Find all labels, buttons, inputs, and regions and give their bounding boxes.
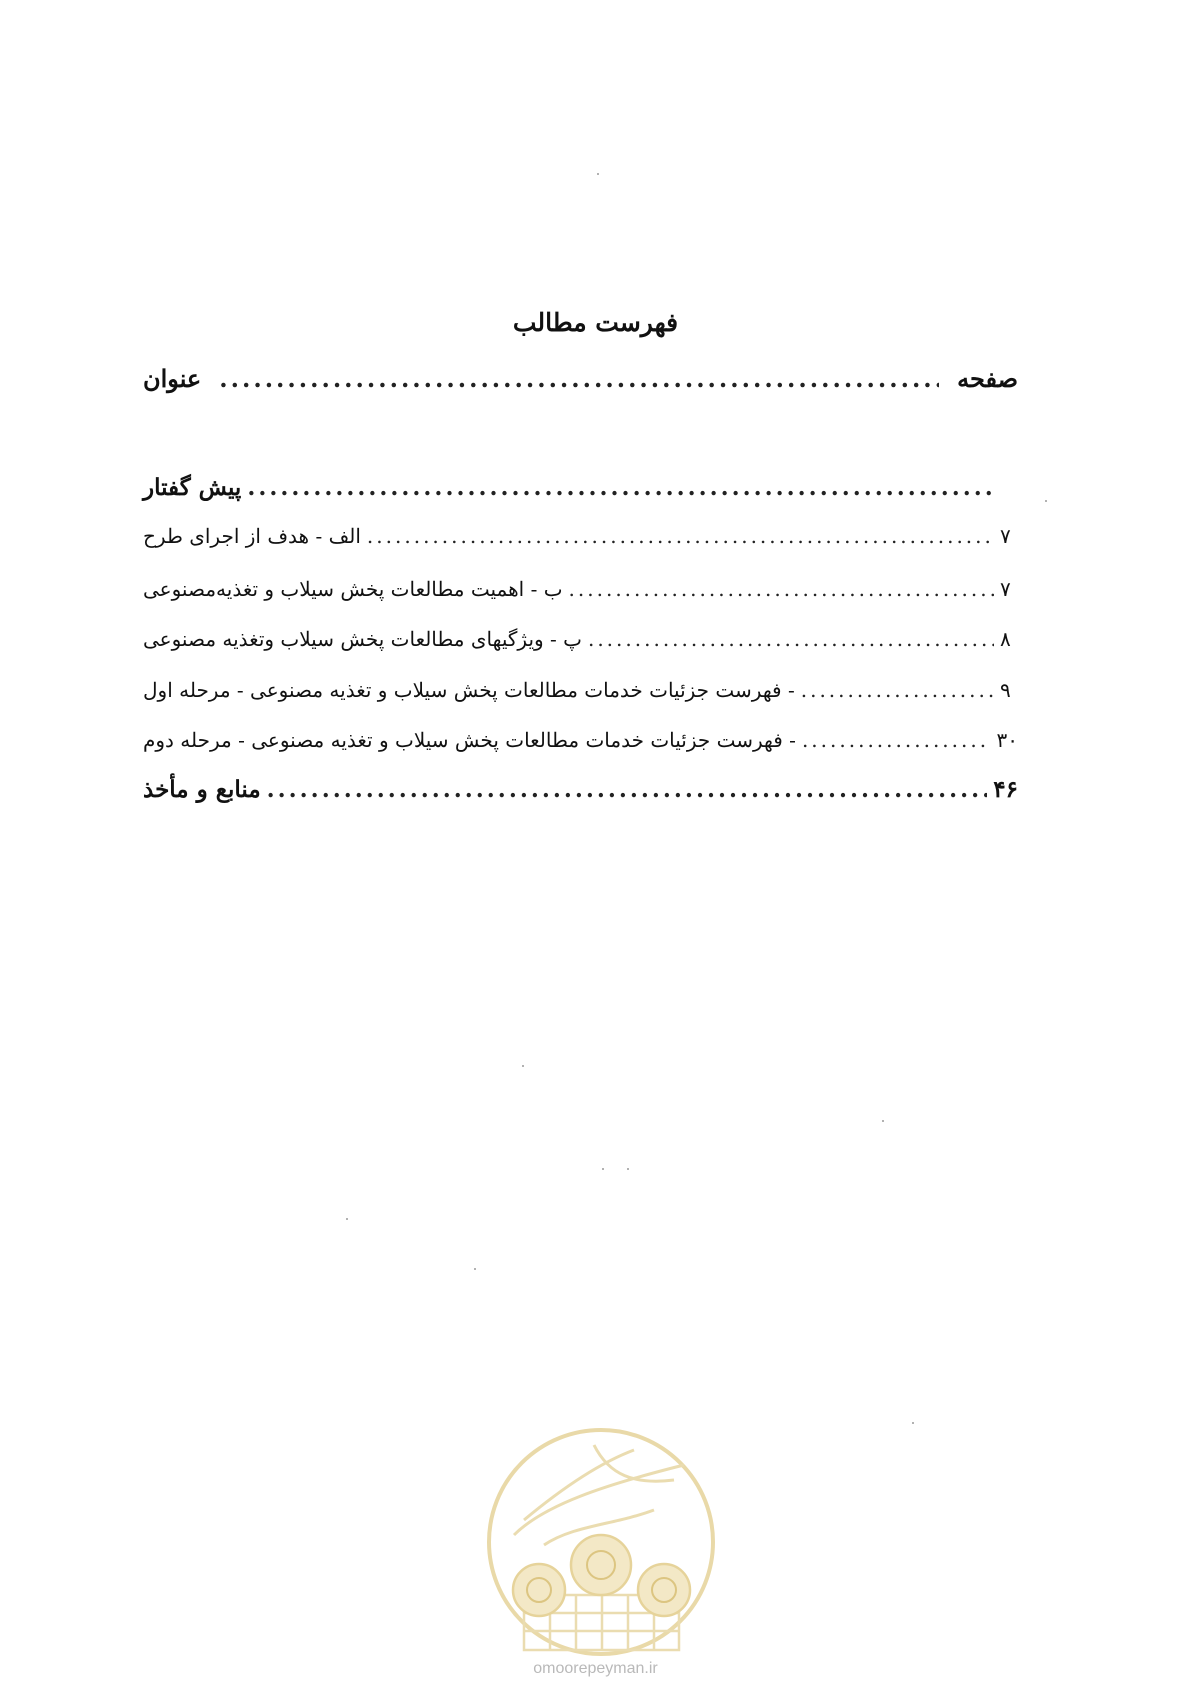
toc-entry	[143, 728, 1018, 752]
omoorepeyman-logo-watermark	[484, 1425, 719, 1660]
toc-entry-text: الف - هدف از اجرای طرح	[143, 524, 361, 548]
scan-speck	[522, 1065, 524, 1067]
leader-dots	[219, 364, 939, 393]
leader-dots	[801, 678, 994, 702]
scan-speck	[882, 1120, 884, 1122]
toc-entry-page: ۴۶	[993, 776, 1018, 803]
scan-speck	[597, 173, 599, 175]
toc-entry	[143, 776, 1018, 803]
toc-entry-text: پیش گفتار	[143, 474, 242, 501]
scan-speck	[602, 1168, 604, 1170]
toc-entry-text: منابع و مأخذ	[143, 776, 261, 803]
toc-entry-page: ۷	[1000, 577, 1011, 601]
leader-dots	[367, 524, 994, 548]
toc-entry-page: ۷	[1000, 524, 1011, 548]
toc-entry-text: - فهرست جزئیات خدمات مطالعات پخش سیلاب و تغذیه مصنوعی - مرحله دوم	[143, 728, 796, 752]
toc-title: فهرست مطالب	[512, 308, 679, 337]
toc-entry	[143, 627, 1018, 651]
scan-speck	[474, 1268, 476, 1270]
leader-dots	[569, 577, 994, 601]
toc-header	[143, 364, 1018, 393]
column-page-label: صفحه	[957, 364, 1018, 393]
toc-entry-page: ۹	[1000, 678, 1011, 702]
leader-dots	[588, 627, 994, 651]
toc-entry-page: ۸	[1000, 627, 1011, 651]
scan-speck	[627, 1168, 629, 1170]
toc-entry	[143, 678, 1018, 702]
toc-entry-text: ب - اهمیت مطالعات پخش سیلاب و تغذیه‌مصنوعی	[143, 577, 563, 601]
toc-entry	[143, 474, 1018, 501]
scan-speck	[912, 1422, 914, 1424]
column-title-label: عنوان	[143, 364, 202, 393]
watermark-site: omoorepeyman.ir	[533, 1660, 658, 1677]
toc-entry-text: - فهرست جزئیات خدمات مطالعات پخش سیلاب و تغذیه مصنوعی - مرحله اول	[143, 678, 795, 702]
leader-dots	[267, 776, 988, 803]
toc-entry	[143, 524, 1018, 548]
toc-entry-text: پ - ویژگیهای مطالعات پخش سیلاب وتغذیه مصنوعی	[143, 627, 582, 651]
scan-speck	[346, 1218, 348, 1220]
toc-entry	[143, 577, 1018, 601]
leader-dots	[802, 728, 991, 752]
toc-entry-page: ۳۰	[996, 728, 1018, 752]
leader-dots	[247, 474, 994, 501]
scan-speck	[1045, 500, 1047, 502]
